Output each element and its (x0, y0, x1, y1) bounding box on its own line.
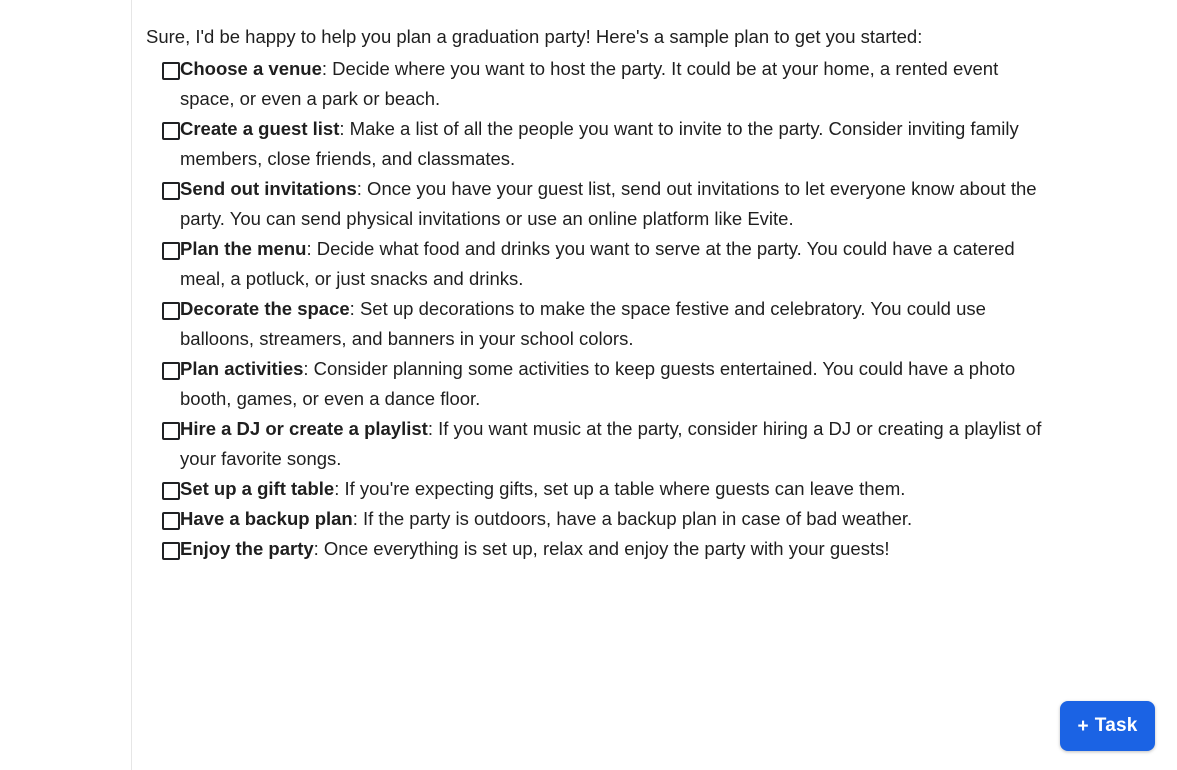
task-body: : If the party is outdoors, have a backup plan in case of bad weather. (352, 508, 913, 529)
list-item (146, 474, 1046, 504)
list-item (146, 234, 1046, 294)
task-title: Choose a venue (180, 58, 322, 79)
task-body: : If you want music at the party, consider hiring a DJ or creating a playlist of your favorite songs. (180, 418, 1042, 469)
checkbox-icon[interactable] (162, 182, 180, 200)
checkbox-icon[interactable] (162, 362, 180, 380)
task-title: Hire a DJ or create a playlist (180, 418, 428, 439)
task-title: Enjoy the party (180, 538, 314, 559)
plus-icon: + (1077, 715, 1089, 737)
task-title: Plan the menu (180, 238, 307, 259)
list-item (146, 114, 1046, 174)
list-item (146, 534, 1046, 564)
task-title: Create a guest list (180, 118, 340, 139)
task-title: Decorate the space (180, 298, 350, 319)
task-body: : Once you have your guest list, send out invitations to let everyone know about the party. You can send physical invitations or use an online platform like Evite. (180, 178, 1037, 229)
checkbox-icon[interactable] (162, 62, 180, 80)
checkbox-icon[interactable] (162, 422, 180, 440)
list-item (146, 294, 1046, 354)
task-checklist (146, 54, 1046, 564)
intro-paragraph: Sure, I'd be happy to help you plan a graduation party! Here's a sample plan to get you started: (146, 26, 923, 47)
list-item (146, 54, 1046, 114)
task-body: : Consider planning some activities to keep guests entertained. You could have a photo booth, games, or even a dance floor. (180, 358, 1016, 409)
task-title: Plan activities (180, 358, 304, 379)
task-body: : If you're expecting gifts, set up a table where guests can leave them. (334, 478, 906, 499)
task-body: : Set up decorations to make the space festive and celebratory. You could use balloons, streamers, and banners in your school colors. (180, 298, 986, 349)
checkbox-icon[interactable] (162, 482, 180, 500)
list-item (146, 174, 1046, 234)
checkbox-icon[interactable] (162, 512, 180, 530)
task-body: : Decide what food and drinks you want to serve at the party. You could have a catered meal, a potluck, or just snacks and drinks. (180, 238, 1015, 289)
task-body: : Make a list of all the people you want to invite to the party. Consider inviting family members, close friends, and classmates. (180, 118, 1019, 169)
task-body: : Once everything is set up, relax and enjoy the party with your guests! (313, 538, 890, 559)
checkbox-icon[interactable] (162, 242, 180, 260)
task-title: Have a backup plan (180, 508, 353, 529)
add-task-label: Task (1094, 715, 1138, 736)
add-task-button[interactable] (1060, 701, 1155, 751)
left-divider (131, 0, 132, 770)
checkbox-icon[interactable] (162, 302, 180, 320)
list-item (146, 414, 1046, 474)
task-title: Set up a gift table (180, 478, 335, 499)
checkbox-icon[interactable] (162, 122, 180, 140)
list-item (146, 504, 1046, 534)
list-item (146, 354, 1046, 414)
assistant-message (146, 22, 1046, 564)
task-title: Send out invitations (180, 178, 357, 199)
task-body: : Decide where you want to host the party. It could be at your home, a rented event space, or even a park or beach. (180, 58, 999, 109)
checkbox-icon[interactable] (162, 542, 180, 560)
